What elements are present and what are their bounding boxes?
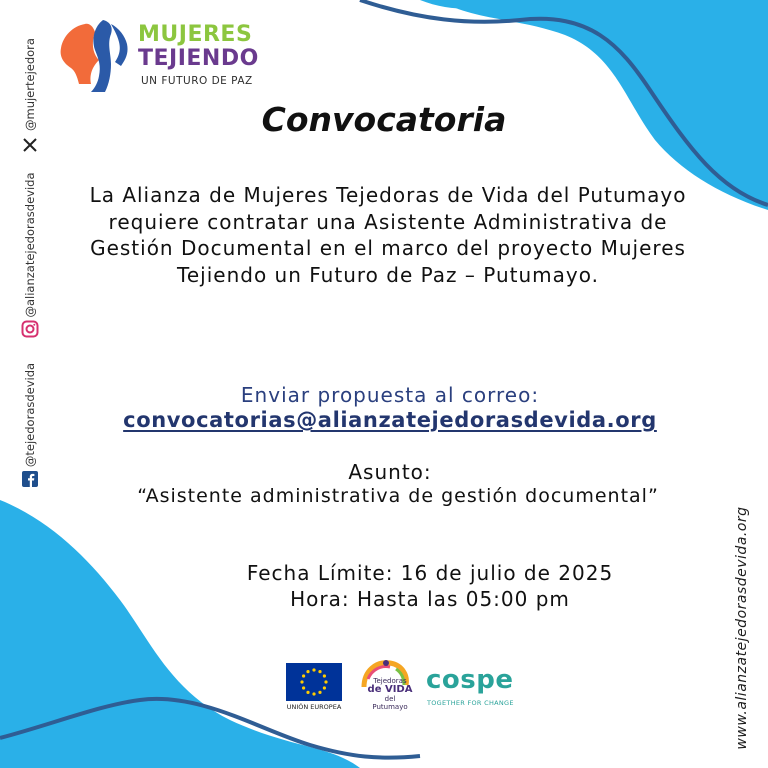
subject-value: “Asistente administrativa de gestión documental” (137, 485, 659, 507)
x-handle[interactable]: @mujertejedora (23, 38, 37, 131)
announcement-body: La Alianza de Mujeres Tejedoras de Vida del Putumayo requiere contratar una Asistente Administrativa de Gestión Documental en el marco del proyecto Mujeres Tejiendo un Futuro de Paz – Putumayo. (89, 183, 687, 287)
website-url[interactable]: www.alianzatejedorasdevida.org (734, 506, 750, 750)
cospe-logo: cospe (426, 665, 514, 695)
brand-logo (55, 14, 275, 94)
contact-email-link[interactable]: convocatorias@alianzatejedorasdevida.org (123, 408, 657, 432)
deadline-time: Hora: Hasta las 05:00 pm (290, 587, 570, 611)
tejedoras-wordmark (366, 677, 414, 711)
tejedoras-line1: Tejedoras (373, 677, 407, 685)
subject-label: Asunto: (348, 460, 432, 484)
instagram-icon[interactable] (21, 320, 39, 338)
cospe-tagline: TOGETHER FOR CHANGE (427, 699, 514, 707)
tejedoras-line3: del Putumayo (372, 695, 408, 711)
deadline-block (150, 560, 710, 612)
partner-logos (284, 655, 524, 725)
women-profile-logo-icon (55, 14, 135, 92)
tejedoras-line2: de VIDA (367, 684, 413, 695)
deadline-date: Fecha Límite: 16 de julio de 2025 (246, 561, 614, 585)
send-proposal-label: Enviar propuesta al correo: (240, 383, 540, 407)
logo-title-line1: MUJERES (138, 22, 253, 47)
eu-label: UNIÓN EUROPEA (286, 703, 342, 711)
instagram-handle[interactable]: @alianzatejedorasdevida (23, 172, 37, 318)
logo-title-line2: TEJIENDO (138, 46, 259, 71)
page-title: Convocatoria (261, 100, 507, 139)
logo-subtitle: UN FUTURO DE PAZ (141, 75, 253, 87)
eu-flag-icon (286, 663, 342, 701)
facebook-handle[interactable]: @tejedorasdevida (23, 362, 37, 468)
